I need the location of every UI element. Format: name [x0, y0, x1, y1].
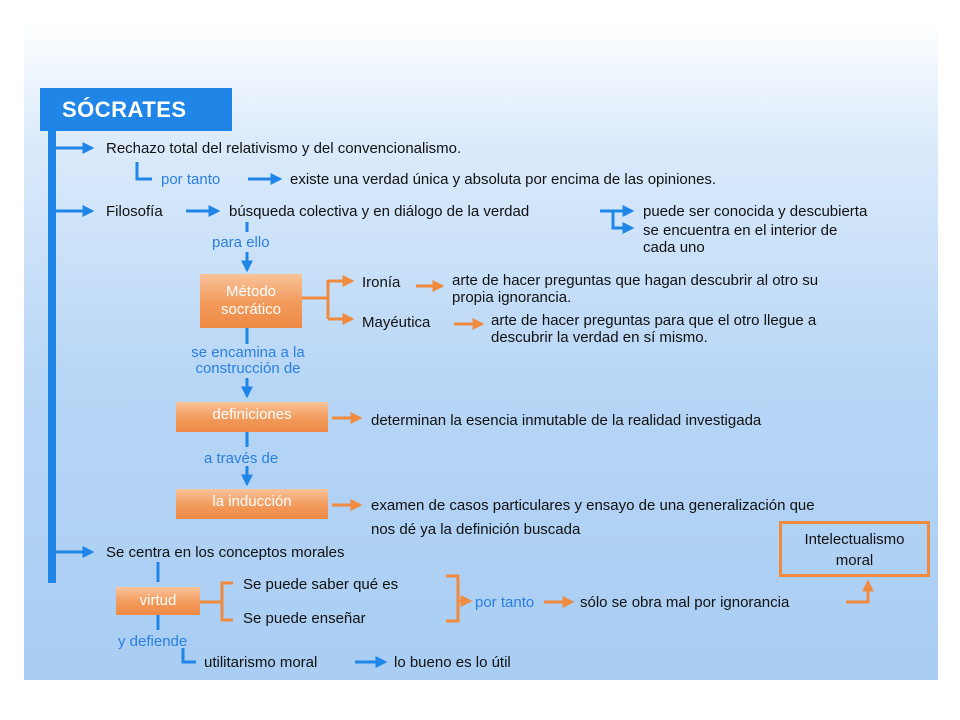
mayeutica-definition-line1: arte de hacer preguntas para que el otro llegue a — [491, 312, 817, 329]
intelectualismo-label-line2: moral — [835, 552, 874, 569]
induccion-definition-line1: examen de casos particulares y ensayo de una generalización que — [371, 497, 815, 514]
rechazo-text: Rechazo total del relativismo y del convencionalismo. — [106, 140, 462, 157]
bueno-text: lo bueno es lo útil — [394, 654, 511, 671]
definiciones-definition: determinan la esencia inmutable de la realidad investigada — [371, 412, 762, 429]
interior-text-line2: cada uno — [643, 239, 705, 256]
para-ello-label: para ello — [212, 234, 270, 251]
saber-ensenar-bracket — [446, 576, 458, 621]
conocida-text: puede ser conocida y descubierta — [643, 203, 868, 220]
arrow-intelectualismo — [846, 582, 868, 602]
busqueda-text: búsqueda colectiva y en diálogo de la verdad — [229, 203, 530, 220]
verdad-unica-text: existe una verdad única y absoluta por encima de las opiniones. — [290, 171, 717, 188]
ignorancia-text: sólo se obra mal por ignorancia — [580, 594, 790, 611]
mayeutica-definition-line2: descubrir la verdad en sí mismo. — [491, 329, 708, 346]
ironia-definition-line2: propia ignorancia. — [452, 289, 572, 306]
morales-text: Se centra en los conceptos morales — [106, 544, 345, 561]
utilitarismo-text: utilitarismo moral — [204, 654, 318, 671]
metodo-socratico-box — [200, 274, 302, 328]
ensenar-text: Se puede enseñar — [243, 610, 366, 627]
induccion-box: la inducción — [176, 489, 328, 519]
a-traves-label: a través de — [204, 450, 279, 467]
defiende-bracket — [183, 648, 196, 662]
interior-bracket — [613, 211, 632, 228]
filosofia-label: Filosofía — [106, 203, 163, 220]
induccion-definition-line2: nos dé ya la definición buscada — [371, 521, 581, 538]
metodo-label-line2: socrático — [220, 301, 282, 318]
saber-text: Se puede saber qué es — [243, 576, 399, 593]
por-tanto-label-2: por tanto — [475, 594, 535, 611]
intelectualismo-label-line1: Intelectualismo — [804, 531, 905, 548]
ironia-definition-line1: arte de hacer preguntas que hagan descubrir al otro su — [452, 272, 819, 289]
interior-text-line1: se encuentra en el interior de — [643, 222, 838, 239]
page-title: SÓCRATES — [40, 88, 232, 131]
mayeutica-label: Mayéutica — [362, 314, 431, 331]
virtud-box: virtud — [116, 587, 200, 615]
defiende-label: y defiende — [118, 633, 188, 650]
ironia-label: Ironía — [362, 274, 401, 291]
encamina-label-line2: construcción de — [195, 360, 301, 377]
por-tanto-bracket — [137, 162, 152, 179]
por-tanto-label-1: por tanto — [161, 171, 221, 188]
virtud-bracket — [222, 583, 233, 620]
encamina-label-line1: se encamina a la — [191, 344, 305, 361]
metodo-label-line1: Método — [225, 283, 277, 300]
definiciones-box: definiciones — [176, 402, 328, 432]
